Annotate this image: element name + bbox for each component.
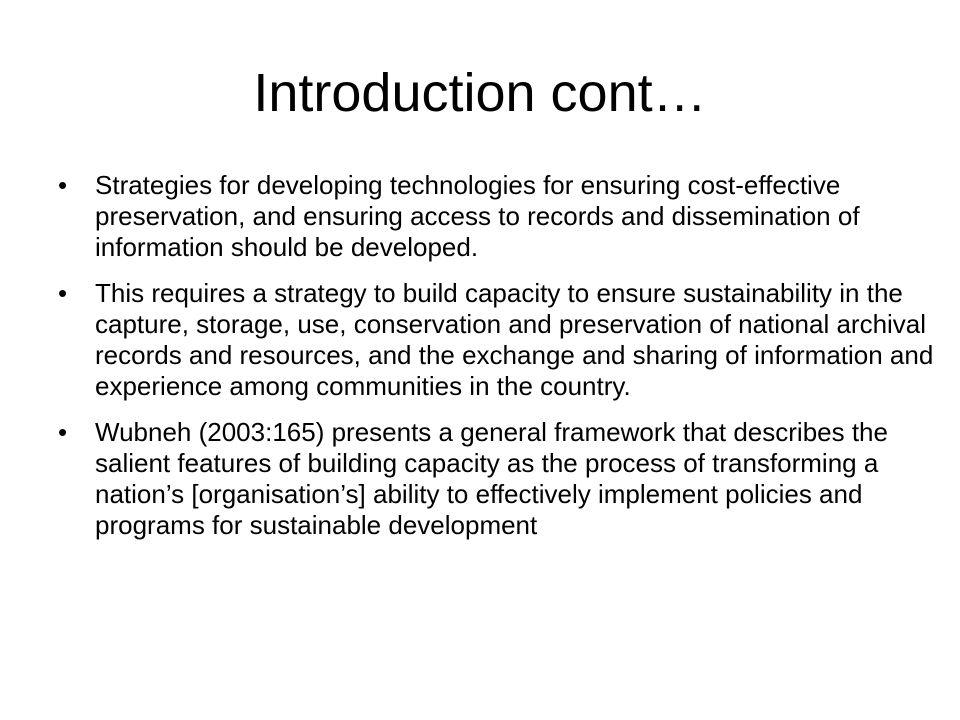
bullet-text: Wubneh (2003:165) presents a general framework that describes the salient features of building capacity as the process of transforming a nation’s [organisation’s] ability to effectively implement policies and programs for sustainable development [95,417,888,540]
bullet-text: Strategies for developing technologies for ensuring cost-effective preservation, and ensuring access to records and dissemination of information should be developed. [95,170,860,262]
bullet-icon: • [58,417,68,447]
bullet-icon: • [58,170,68,200]
bullet-icon: • [58,278,68,308]
bullet-item [58,170,938,263]
bullet-text: This requires a strategy to build capacity to ensure sustainability in the capture, storage, use, conservation and preservation of national archival records and resources, and the exchange and sharing of information and experience among communities in the country. [95,278,934,401]
bullet-item [58,417,938,541]
bullet-item [58,278,938,402]
bullet-list [58,170,938,556]
slide-title: Introduction cont… [253,63,707,123]
